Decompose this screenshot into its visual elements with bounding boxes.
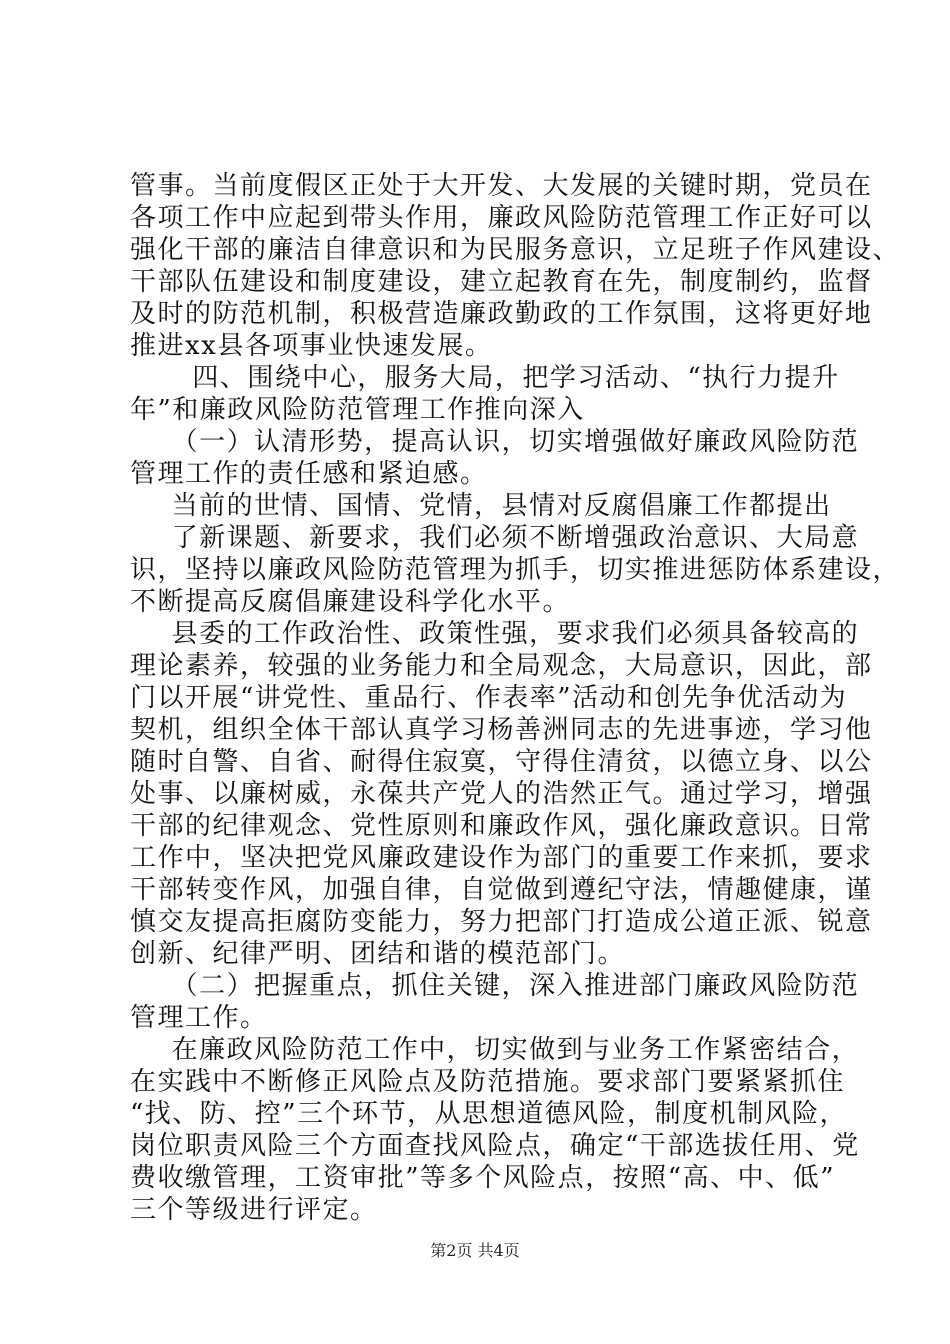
text-line: 创新、纪律严明、团结和谐的模范部门。 [130,939,626,969]
text-line: 岗位职责风险三个方面查找风险点，确定“干部选拔任用、党 [130,1131,860,1161]
text-line: 理论素养，较强的业务能力和全局观念，大局意识，因此，部 [130,651,873,681]
text-line: 门以开展“讲党性、重品行、作表率”活动和创先争优活动为 [130,683,848,713]
text-line: 各项工作中应起到带头作用，廉政风险防范管理工作正好可以 [130,203,873,233]
text-line: 当前的世情、国情、党情，县情对反腐倡廉工作都提出 [171,491,832,521]
text-line: 不断提高反腐倡廉建设科学化水平。 [130,587,571,617]
text-line: 四、围绕中心，服务大局，把学习活动、“执行力提升 [192,363,840,393]
text-line: 年”和廉政风险防范管理工作推向深入 [130,395,585,425]
text-line: 工作中，坚决把党风廉政建设作为部门的重要工作来抓，要求 [130,843,873,873]
text-line: （二）把握重点，抓住关键，深入推进部门廉政风险防范 [171,971,860,1001]
text-line: 干部队伍建设和制度建设，建立起教育在先，制度制约，监督 [130,267,873,297]
document-body [130,170,901,1226]
text-line: 识，坚持以廉政风险防范管理为抓手，切实推进惩防体系建设， [130,555,901,585]
text-line: 在实践中不断修正风险点及防范措施。要求部门要紧紧抓住 [130,1067,846,1097]
text-line: 管理工作的责任感和紧迫感。 [130,459,488,489]
text-line: 管理工作。 [130,1003,268,1033]
text-line: 费收缴管理，工资审批”等多个风险点，按照“高、中、低” [130,1163,835,1193]
text-line: 及时的防范机制，积极营造廉政勤政的工作氛围，这将更好地 [130,299,873,329]
text-line: “找、防、控”三个环节，从思想道德风险，制度机制风险， [130,1099,848,1129]
text-line: 三个等级进行评定。 [130,1195,378,1225]
text-line: 契机，组织全体干部认真学习杨善洲同志的先进事迹，学习他 [130,715,873,745]
text-line: 处事、以廉树威，永葆共产党人的浩然正气。通过学习，增强 [130,779,873,809]
text-line: 管事。当前度假区正处于大开发、大发展的关键时期，党员在 [130,171,873,201]
text-line: 县委的工作政治性、政策性强，要求我们必须具备较高的 [171,619,860,649]
text-line: 了新课题、新要求，我们必须不断增强政治意识、大局意 [171,523,860,553]
page-footer: 第2页 共4页 [430,1241,520,1260]
text-line: 干部转变作风，加强自律，自觉做到遵纪守法，情趣健康，谨 [130,875,873,905]
text-line: 强化干部的廉洁自律意识和为民服务意识，立足班子作风建设、 [130,235,901,265]
text-line: （一）认清形势，提高认识，切实增强做好廉政风险防范 [171,427,860,457]
text-line: 随时自警、自省、耐得住寂寞，守得住清贫，以德立身、以公 [130,747,873,777]
text-line: 干部的纪律观念、党性原则和廉政作风，强化廉政意识。日常 [130,811,873,841]
text-line: 在廉政风险防范工作中，切实做到与业务工作紧密结合， [171,1035,860,1065]
text-line: 慎交友提高拒腐防变能力，努力把部门打造成公道正派、锐意 [130,907,873,937]
text-line: 推进xx县各项事业快速发展。 [130,331,493,361]
